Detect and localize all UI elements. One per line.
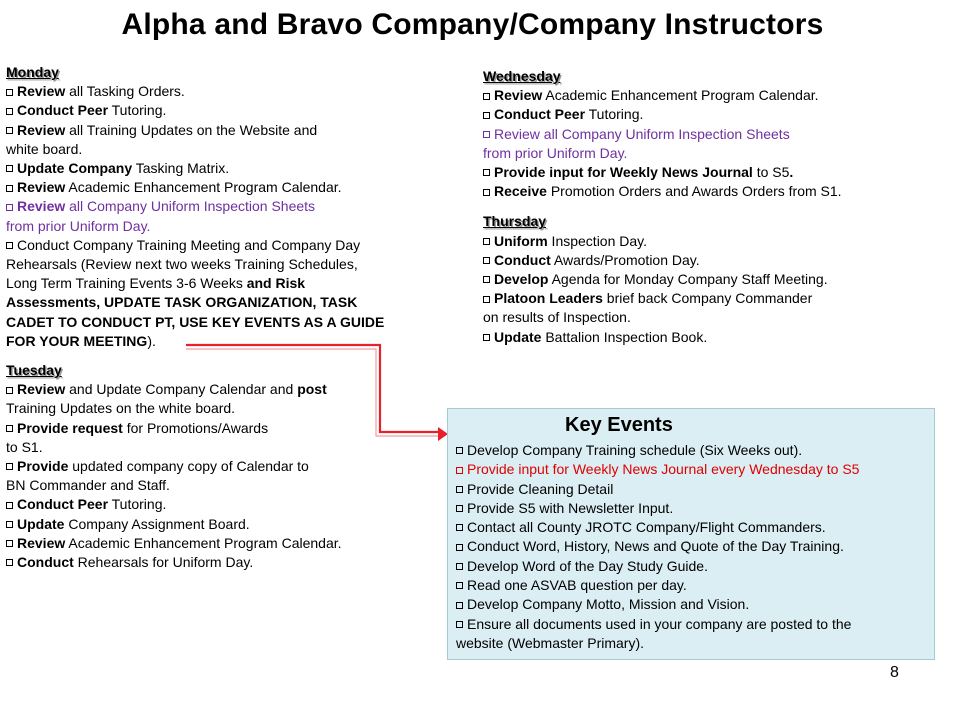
- list-item-text: Tutoring.: [108, 496, 167, 513]
- list-item-text: Provide input for Weekly News Journal: [494, 164, 753, 181]
- list-item-text: Assessments, UPDATE TASK ORGANIZATION, TASK: [6, 294, 358, 311]
- list-item-text: Receive: [494, 183, 547, 200]
- thursday-heading: Thursday: [483, 213, 547, 230]
- list-item-text: to S1.: [6, 438, 43, 455]
- list-item: [456, 537, 859, 556]
- list-item-text: Promotion Orders and Awards Orders from S1.: [546, 183, 842, 200]
- list-item-text: Conduct Peer: [17, 496, 109, 513]
- list-item-text: Academic Enhancement Program Calendar.: [65, 534, 342, 551]
- list-item-text: Review: [17, 381, 66, 398]
- list-item-text: Review: [494, 87, 543, 104]
- list-item-text: Update: [17, 515, 65, 532]
- checkbox-bullet-icon: [456, 486, 463, 493]
- list-item-text: ).: [147, 332, 156, 349]
- list-item-text: Battalion Inspection Book.: [541, 328, 708, 345]
- list-item-text: Review all Company Uniform Inspection Sheets: [494, 125, 790, 142]
- key-events-heading: Key Events: [565, 414, 673, 436]
- list-item-text: Review: [17, 121, 66, 138]
- list-item-text: Develop Company Motto, Mission and Vision.: [467, 596, 750, 613]
- list-item-text: Provide request: [17, 419, 123, 436]
- list-item-text: Contact all County JROTC Company/Flight Commanders.: [467, 519, 826, 536]
- checkbox-bullet-icon: [456, 505, 463, 512]
- list-item-text: Academic Enhancement Program Calendar.: [65, 179, 342, 196]
- list-item-text: Conduct Word, History, News and Quote of the Day Training.: [467, 538, 844, 555]
- list-item: [456, 460, 859, 479]
- list-item-text: Develop: [494, 271, 549, 288]
- list-item-text: Review: [17, 179, 66, 196]
- list-item-text: Review: [17, 534, 66, 551]
- list-item-text: Develop Company Training schedule (Six Weeks out).: [467, 442, 803, 458]
- list-item: [456, 499, 859, 518]
- list-item-text: Update: [494, 328, 542, 345]
- list-item-text: and Risk: [246, 275, 306, 292]
- list-item-text: Provide S5 with Newsletter Input.: [467, 499, 674, 516]
- list-item: [456, 615, 859, 634]
- list-item-text: Ensure all documents used in your company are posted to the: [467, 615, 852, 632]
- list-item: [456, 576, 859, 595]
- list-item-text: BN Commander and Staff.: [6, 477, 170, 494]
- list-item-text: from prior Uniform Day.: [6, 217, 151, 234]
- list-item-text: Tutoring.: [585, 106, 644, 123]
- list-item-text: to S5: [752, 164, 790, 181]
- key-events-box: [447, 408, 935, 660]
- list-item-text: Inspection Day.: [547, 232, 648, 249]
- key-events-list: [456, 441, 859, 653]
- checkbox-bullet-icon: [456, 524, 463, 531]
- list-item-text: Agenda for Monday Company Staff Meeting.: [548, 271, 828, 288]
- list-item-text: Develop Word of the Day Study Guide.: [467, 557, 708, 574]
- list-item-text: website (Webmaster Primary).: [456, 634, 645, 651]
- page-number: 8: [890, 664, 899, 681]
- list-item-text: Provide Cleaning Detail: [467, 480, 614, 497]
- checkbox-bullet-icon: [456, 544, 463, 551]
- checkbox-bullet-icon: [456, 467, 463, 474]
- list-item-text: Platoon Leaders: [494, 290, 603, 307]
- list-item-text: Long Term Training Events 3-6 Weeks: [6, 275, 247, 292]
- list-item-text: brief back Company Commander: [602, 290, 813, 307]
- list-item-text: for Promotions/Awards: [122, 419, 269, 436]
- list-item-text: FOR YOUR MEETING: [6, 332, 148, 349]
- list-item-text: .: [789, 164, 794, 181]
- list-item-text: on results of Inspection.: [483, 309, 631, 326]
- checkbox-bullet-icon: [456, 563, 463, 570]
- checkbox-bullet-icon: [456, 621, 463, 628]
- list-item: [456, 595, 859, 614]
- list-item-text: from prior Uniform Day.: [483, 144, 628, 161]
- checkbox-bullet-icon: [456, 447, 463, 454]
- list-item-text: Awards/Promotion Day.: [550, 251, 700, 268]
- list-item-text: Academic Enhancement Program Calendar.: [542, 87, 819, 104]
- list-item: [456, 518, 859, 537]
- list-item: [456, 634, 859, 653]
- wednesday-heading: Wednesday: [483, 68, 561, 84]
- tuesday-heading: Tuesday: [6, 362, 62, 379]
- checkbox-bullet-icon: [456, 582, 463, 589]
- list-item-text: Review: [17, 83, 66, 100]
- list-item-text: Rehearsals (Review next two weeks Training Schedules,: [6, 256, 358, 273]
- list-item-text: Conduct Peer: [494, 106, 586, 123]
- monday-heading: Monday: [6, 64, 59, 80]
- list-item: [456, 441, 859, 460]
- list-item: [456, 557, 859, 576]
- page-title: Alpha and Bravo Company/Company Instructors: [121, 8, 824, 41]
- list-item-text: post: [297, 381, 327, 398]
- list-item-text: all Company Uniform Inspection Sheets: [65, 198, 316, 215]
- list-item-text: all Training Updates on the Website and: [65, 121, 318, 138]
- list-item-text: and Update Company Calendar and: [65, 381, 298, 398]
- list-item-text: Provide: [17, 458, 69, 475]
- list-item-text: Training Updates on the white board.: [6, 400, 236, 417]
- list-item-text: CADET TO CONDUCT PT, USE KEY EVENTS AS A GUIDE: [6, 313, 385, 330]
- list-item-text: Uniform: [494, 232, 548, 249]
- list-item-text: Tasking Matrix.: [132, 160, 230, 177]
- list-item-text: Tutoring.: [108, 102, 167, 119]
- list-item-text: Read one ASVAB question per day.: [467, 577, 687, 594]
- list-item-text: white board.: [6, 140, 83, 157]
- list-item-text: Conduct: [494, 251, 551, 268]
- list-item-text: Conduct Company Training Meeting and Company Day: [17, 236, 361, 253]
- checkbox-bullet-icon: [456, 602, 463, 609]
- list-item-text: Update Company: [17, 160, 133, 177]
- list-item-text: Review: [17, 198, 66, 215]
- list-item-text: updated company copy of Calendar to: [68, 458, 309, 475]
- list-item-text: Company Assignment Board.: [64, 515, 250, 532]
- list-item-text: Provide input for Weekly News Journal every Wednesday to S5: [467, 461, 860, 478]
- list-item-text: all Tasking Orders.: [65, 83, 185, 100]
- list-item-text: Conduct: [17, 554, 74, 571]
- list-item-text: Conduct Peer: [17, 102, 109, 119]
- list-item: [456, 480, 859, 499]
- list-item-text: Rehearsals for Uniform Day.: [73, 554, 254, 571]
